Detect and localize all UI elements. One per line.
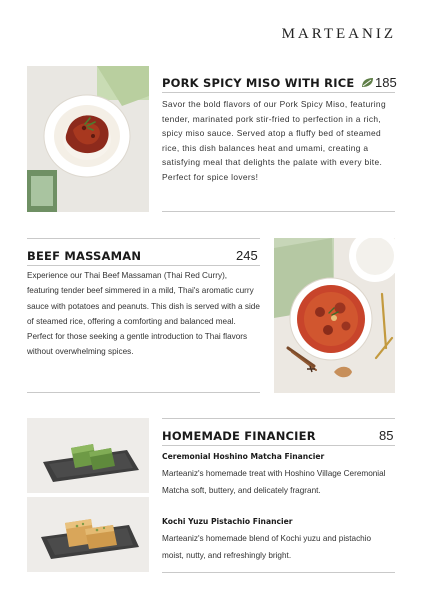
beef-massaman-photo: [274, 238, 395, 393]
section-divider: [27, 238, 260, 239]
title-underline: [162, 445, 395, 446]
beef-massaman-illustration: [274, 238, 395, 393]
leaf-icon: [361, 77, 374, 88]
yuzu-pistachio-financier-illustration: [27, 497, 149, 572]
item-price-pork-spicy-miso: 185: [375, 75, 397, 90]
item-title-homemade-financier: HOMEMADE FINANCIER: [162, 429, 316, 443]
item-price-homemade-financier: 85: [379, 428, 394, 443]
item-title-pork-spicy-miso: PORK SPICY MISO WITH RICE: [162, 76, 374, 90]
variant-description-matcha: Marteaniz's homemade treat with Hoshino Village Ceremonial Matcha soft, buttery, and delicately fragrant.: [162, 469, 386, 495]
variant-description-yuzu-pistachio: Marteaniz's homemade blend of Kochi yuzu and pistachio moist, nutty, and refreshingly bright.: [162, 534, 372, 560]
item-title-beef-massaman: BEEF MASSAMAN: [27, 249, 142, 263]
section-divider: [162, 211, 395, 212]
brand-logo: MARTEANIZ: [281, 26, 396, 42]
title-underline: [27, 265, 260, 266]
variant-title-yuzu-pistachio: Kochi Yuzu Pistachio Financier: [162, 517, 293, 526]
item-description-pork-spicy-miso: Savor the bold flavors of our Pork Spicy Miso, featuring tender, marinated pork stir-fried to perfection in a rich, spicy miso sauce. Served atop a fluffy bed of steamed rice, this dish balances heat and umami, creating a satisfying meal that delights the palate with every bite. Perfect for spice lovers!: [162, 99, 386, 182]
item-price-beef-massaman: 245: [236, 248, 258, 263]
section-divider: [162, 418, 395, 419]
title-underline: [162, 92, 395, 93]
yuzu-pistachio-financier-photo: [27, 497, 149, 572]
variant-title-matcha: Ceremonial Hoshino Matcha Financier: [162, 452, 325, 461]
section-divider: [162, 572, 395, 573]
item-description-beef-massaman: Experience our Thai Beef Massaman (Thai Red Curry), featuring tender beef simmered in a mild, Thai's aromatic curry sauce with potatoes and peanuts. This dish is served with a side of steamed rice, offering a comforting and balanced meal. Perfect for those seeking a gentle introduction to Thai flavors without overwhelming spices.: [27, 271, 260, 357]
matcha-financier-illustration: [27, 418, 149, 493]
pork-miso-illustration: [27, 66, 149, 212]
section-divider: [27, 392, 260, 393]
matcha-financier-photo: [27, 418, 149, 493]
pork-miso-photo: [27, 66, 149, 212]
